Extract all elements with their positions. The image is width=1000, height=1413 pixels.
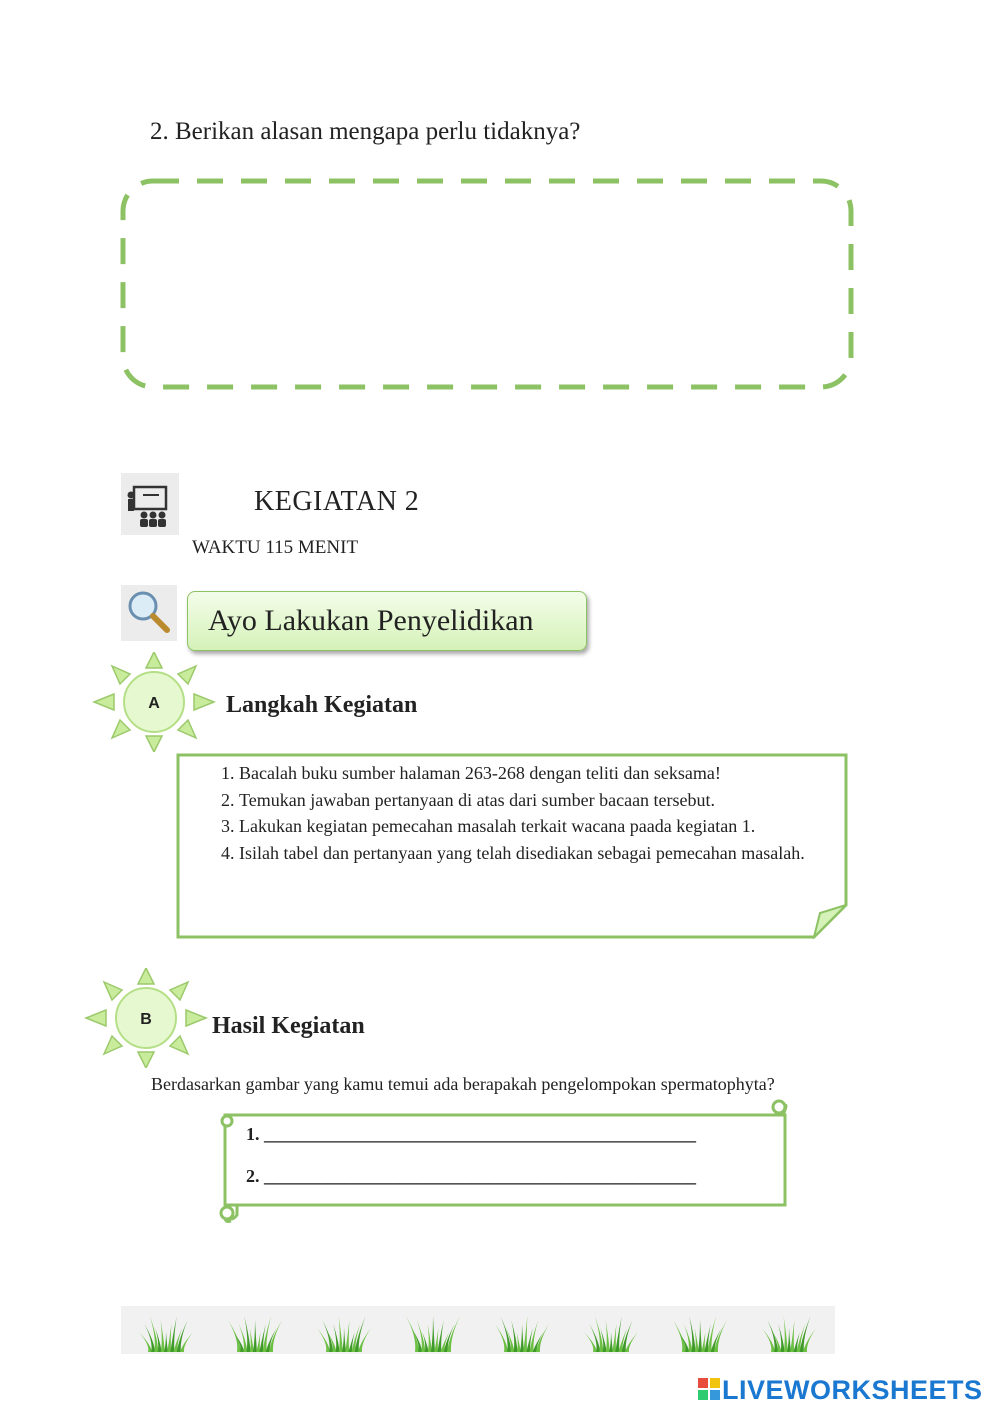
activity-time: WAKTU 115 MENIT: [192, 537, 359, 558]
answer-blank-2[interactable]: 2. ________________________________________________: [246, 1166, 696, 1186]
section-a-title: Langkah Kegiatan: [226, 692, 418, 718]
badge-b-letter: B: [140, 1011, 152, 1028]
step-item: 3. Lakukan kegiatan pemecahan masalah terkait wacana paada kegiatan 1.: [239, 813, 849, 840]
grass-tuft: [673, 1316, 727, 1352]
sun-badge-b: [82, 968, 210, 1068]
result-prompt: Berdasarkan gambar yang kamu temui ada berapakah pengelompokan spermatophyta?: [151, 1074, 775, 1094]
grass-tuft: [139, 1316, 193, 1352]
grass-decoration: [121, 1306, 835, 1354]
question-text: Berikan alasan mengapa perlu tidaknya?: [175, 118, 581, 145]
activity-title: KEGIATAN 2: [254, 486, 420, 517]
step-item: 4. Isilah tabel dan pertanyaan yang telah disediakan sebagai pemecahan masalah.: [239, 840, 849, 867]
steps-list: [205, 760, 849, 866]
grass-tuft: [228, 1316, 282, 1352]
investigation-banner: Ayo Lakukan Penyelidikan: [187, 591, 587, 651]
liveworksheets-logo-icon: [697, 1375, 721, 1405]
classroom-icon: [121, 473, 179, 535]
grass-tuft: [406, 1316, 460, 1352]
liveworksheets-brand[interactable]: LIVEWORKSHEETS: [722, 1375, 983, 1405]
sun-badge-a: [90, 652, 218, 752]
answer-blank-1[interactable]: 1. ________________________________________________: [246, 1124, 696, 1144]
grass-tuft: [762, 1316, 816, 1352]
section-b-title: Hasil Kegiatan: [212, 1013, 365, 1039]
step-item: 1. Bacalah buku sumber halaman 263-268 dengan teliti dan seksama!: [239, 760, 849, 787]
step-item: 2. Temukan jawaban pertanyaan di atas dari sumber bacaan tersebut.: [239, 787, 849, 814]
question-2: [150, 118, 580, 146]
answer-input-box[interactable]: [118, 176, 856, 392]
grass-tuft: [584, 1316, 638, 1352]
grass-tuft: [495, 1316, 549, 1352]
question-number: 2.: [150, 118, 169, 145]
scroll-answer-box: [213, 1099, 793, 1223]
grass-tuft: [317, 1316, 371, 1352]
magnifier-icon: [121, 585, 177, 641]
badge-a-letter: A: [148, 695, 160, 712]
